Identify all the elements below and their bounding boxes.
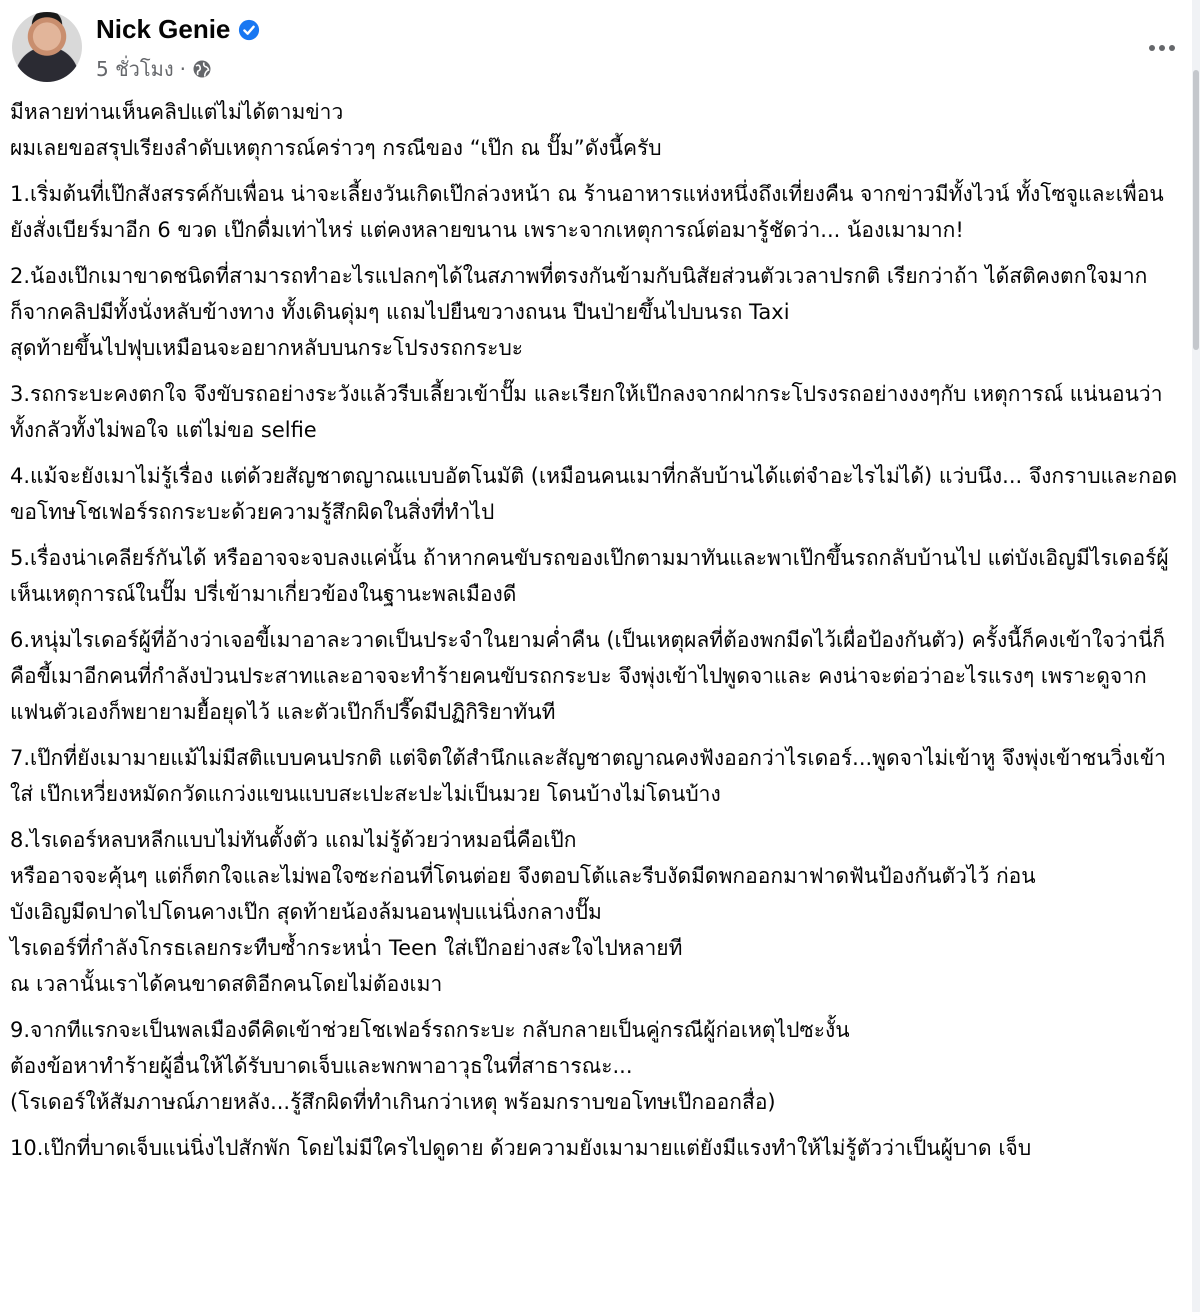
- author-name-link[interactable]: [96, 14, 260, 45]
- intro-line-2: ผมเลยขอสรุปเรียงลำดับเหตุการณ์คร่าวๆ กรณีของ “เป๊ก ณ ปั๊ม”ดังนี้ครับ: [10, 136, 662, 160]
- paragraph-4: 4.แม้จะยังเมาไม่รู้เรื่อง แต่ด้วยสัญชาตญาณแบบอัตโนมัติ (เหมือนคนเมาที่กลับบ้านได้แต่จำอะไรไม่ได้) แว่บนึง... จึงกราบและกอดขอโทษโชเฟอร์รถกระบะด้วยความรู้สึกผิดในสิ่งที่ทำไป: [10, 464, 1178, 524]
- globe-icon[interactable]: [192, 59, 212, 79]
- scrollbar-thumb[interactable]: [1193, 70, 1199, 350]
- avatar[interactable]: [12, 12, 82, 82]
- paragraph-5: 5.เรื่องน่าเคลียร์กันได้ หรืออาจจะจบลงแค่นั้น ถ้าหากคนขับรถของเป๊กตามมาทันและพาเป๊กขึ้นรถกลับบ้านไป แต่บังเอิญมีไรเดอร์ผู้เห็นเหตุการณ์ในปั๊ม ปรี่เข้ามาเกี่ยวข้องในฐานะพลเมืองดี: [10, 546, 1169, 606]
- paragraph-3: 3.รถกระบะคงตกใจ จึงขับรถอย่างระวังแล้วรีบเลี้ยวเข้าปั๊ม และเรียกให้เป๊กลงจากฝากระโปรงรถอย่างงงๆกับ เหตุการณ์ แน่นอนว่าทั้งกลัวทั้งไม่พอใจ แต่ไม่ขอ selfie: [10, 382, 1163, 442]
- scrollbar[interactable]: [1192, 0, 1200, 1312]
- paragraph-10: 10.เป๊กที่บาดเจ็บแน่นิ่งไปสักพัก โดยไม่มีใครไปดูดาย ด้วยความยังเมามายแต่ยังมีแรงทำให้ไม่รู้ตัวว่าเป็นผู้บาด เจ็บ: [10, 1136, 1032, 1160]
- paragraph-1: 1.เริ่มต้นที่เป๊กสังสรรค์กับเพื่อน น่าจะเลี้ยงวันเกิดเป๊กล่วงหน้า ณ ร้านอาหารแห่งหนึ่งถึงเที่ยงคืน จากข่าวมีทั้งไวน์ ทั้งโซจูและเพื่อนยังสั่งเบียร์มาอีก 6 ขวด เป๊กดื่มเท่าไหร่ แต่คงหลายขนาน เพราะจากเหตุการณ์ต่อมารู้ชัดว่า... น้องเมามาก!: [10, 182, 1164, 242]
- more-options-icon: [1148, 44, 1176, 52]
- author-block: [96, 14, 260, 85]
- post-header: [10, 8, 1190, 88]
- verified-badge-icon: [238, 19, 260, 41]
- post-intro: [10, 94, 1180, 166]
- meta-separator: ·: [179, 57, 186, 81]
- intro-line-1: มีหลายท่านเห็นคลิปแต่ไม่ได้ตามข่าว: [10, 100, 344, 124]
- more-options-button[interactable]: [1140, 26, 1184, 70]
- paragraph-6: 6.หนุ่มไรเดอร์ผู้ที่อ้างว่าเจอขี้เมาอาละวาดเป็นประจำในยามค่ำคืน (เป็นเหตุผลที่ต้องพกมีดไว้เผื่อป้องกันตัว) ครั้งนี้ก็คงเข้าใจว่านี่ก็คือขี้เมาอีกคนที่กำลังป่วนประสาทและอาจจะทำร้ายคนขับรถกระบะ จึงพุ่งเข้าไปพูดจาและ คงน่าจะต่อว่าอะไรแรงๆ เพราะดูจากแฟนตัวเองก็พยายามยื้อยุดไว้ และตัวเป๊กก็ปรี๊ดมีปฏิกิริยาทันที: [10, 628, 1166, 724]
- post-meta: [96, 53, 260, 85]
- paragraph-7: 7.เป๊กที่ยังเมามายแม้ไม่มีสติแบบคนปรกติ แต่จิตใต้สำนึกและสัญชาตญาณคงฟังออกว่าไรเดอร์...พูดจาไม่เข้าหู จึงพุ่งเข้าชนวิ่งเข้าใส่ เป๊กเหวี่ยงหมัดกวัดแกว่งแขนแบบสะเปะสะปะไม่เป็นมวย โดนบ้างไม่โดนบ้าง: [10, 746, 1166, 806]
- author-name[interactable]: Nick Genie: [96, 14, 231, 44]
- post-body: [10, 94, 1180, 1176]
- paragraph-8: 8.ไรเดอร์หลบหลีกแบบไม่ทันตั้งตัว แถมไม่รู้ด้วยว่าหมอนี่คือเป๊ก หรืออาจจะคุ้นๆ แต่ก็ตกใจและไม่พอใจซะก่อนที่โดนต่อย จึงตอบโต้และรีบงัดมีดพกออกมาฟาดฟันป้องกันตัวไว้ ก่อน บังเอิญมีดปาดไปโดนคางเป๊ก สุดท้ายน้องล้มนอนฟุบแน่นิ่งกลางปั๊ม ไรเดอร์ที่กำลังโกรธเลยกระทืบซ้ำกระหน่ำ Teen ใส่เป๊กอย่างสะใจไปหลายที ณ เวลานั้นเราได้คนขาดสติอีกคนโดยไม่ต้องเมา: [10, 828, 1036, 996]
- paragraph-2: 2.น้องเป๊กเมาขาดชนิดที่สามารถทำอะไรแปลกๆได้ในสภาพที่ตรงกันข้ามกับนิสัยส่วนตัวเวลาปรกติ เรียกว่าถ้า ได้สติคงตกใจมาก ก็จากคลิปมีทั้งนั่งหลับข้างทาง ทั้งเดินดุ่มๆ แถมไปยืนขวางถนน ปีนป่ายขึ้นไปบนรถ Taxi สุดท้ายขึ้นไปฟุบเหมือนจะอยากหลับบนกระโปรงรถกระบะ: [10, 264, 1148, 360]
- post-time[interactable]: 5 ชั่วโมง: [96, 57, 174, 81]
- paragraph-9: 9.จากทีแรกจะเป็นพลเมืองดีคิดเข้าช่วยโชเฟอร์รถกระบะ กลับกลายเป็นคู่กรณีผู้ก่อเหตุไปซะงั้น ต้องข้อหาทำร้ายผู้อื่นให้ได้รับบาดเจ็บและพกพาอาวุธในที่สาธารณะ... (โรเดอร์ให้สัมภาษณ์ภายหลัง...รู้สึกผิดที่ทำเกินกว่าเหตุ พร้อมกราบขอโทษเป๊กออกสื่อ): [10, 1018, 850, 1114]
